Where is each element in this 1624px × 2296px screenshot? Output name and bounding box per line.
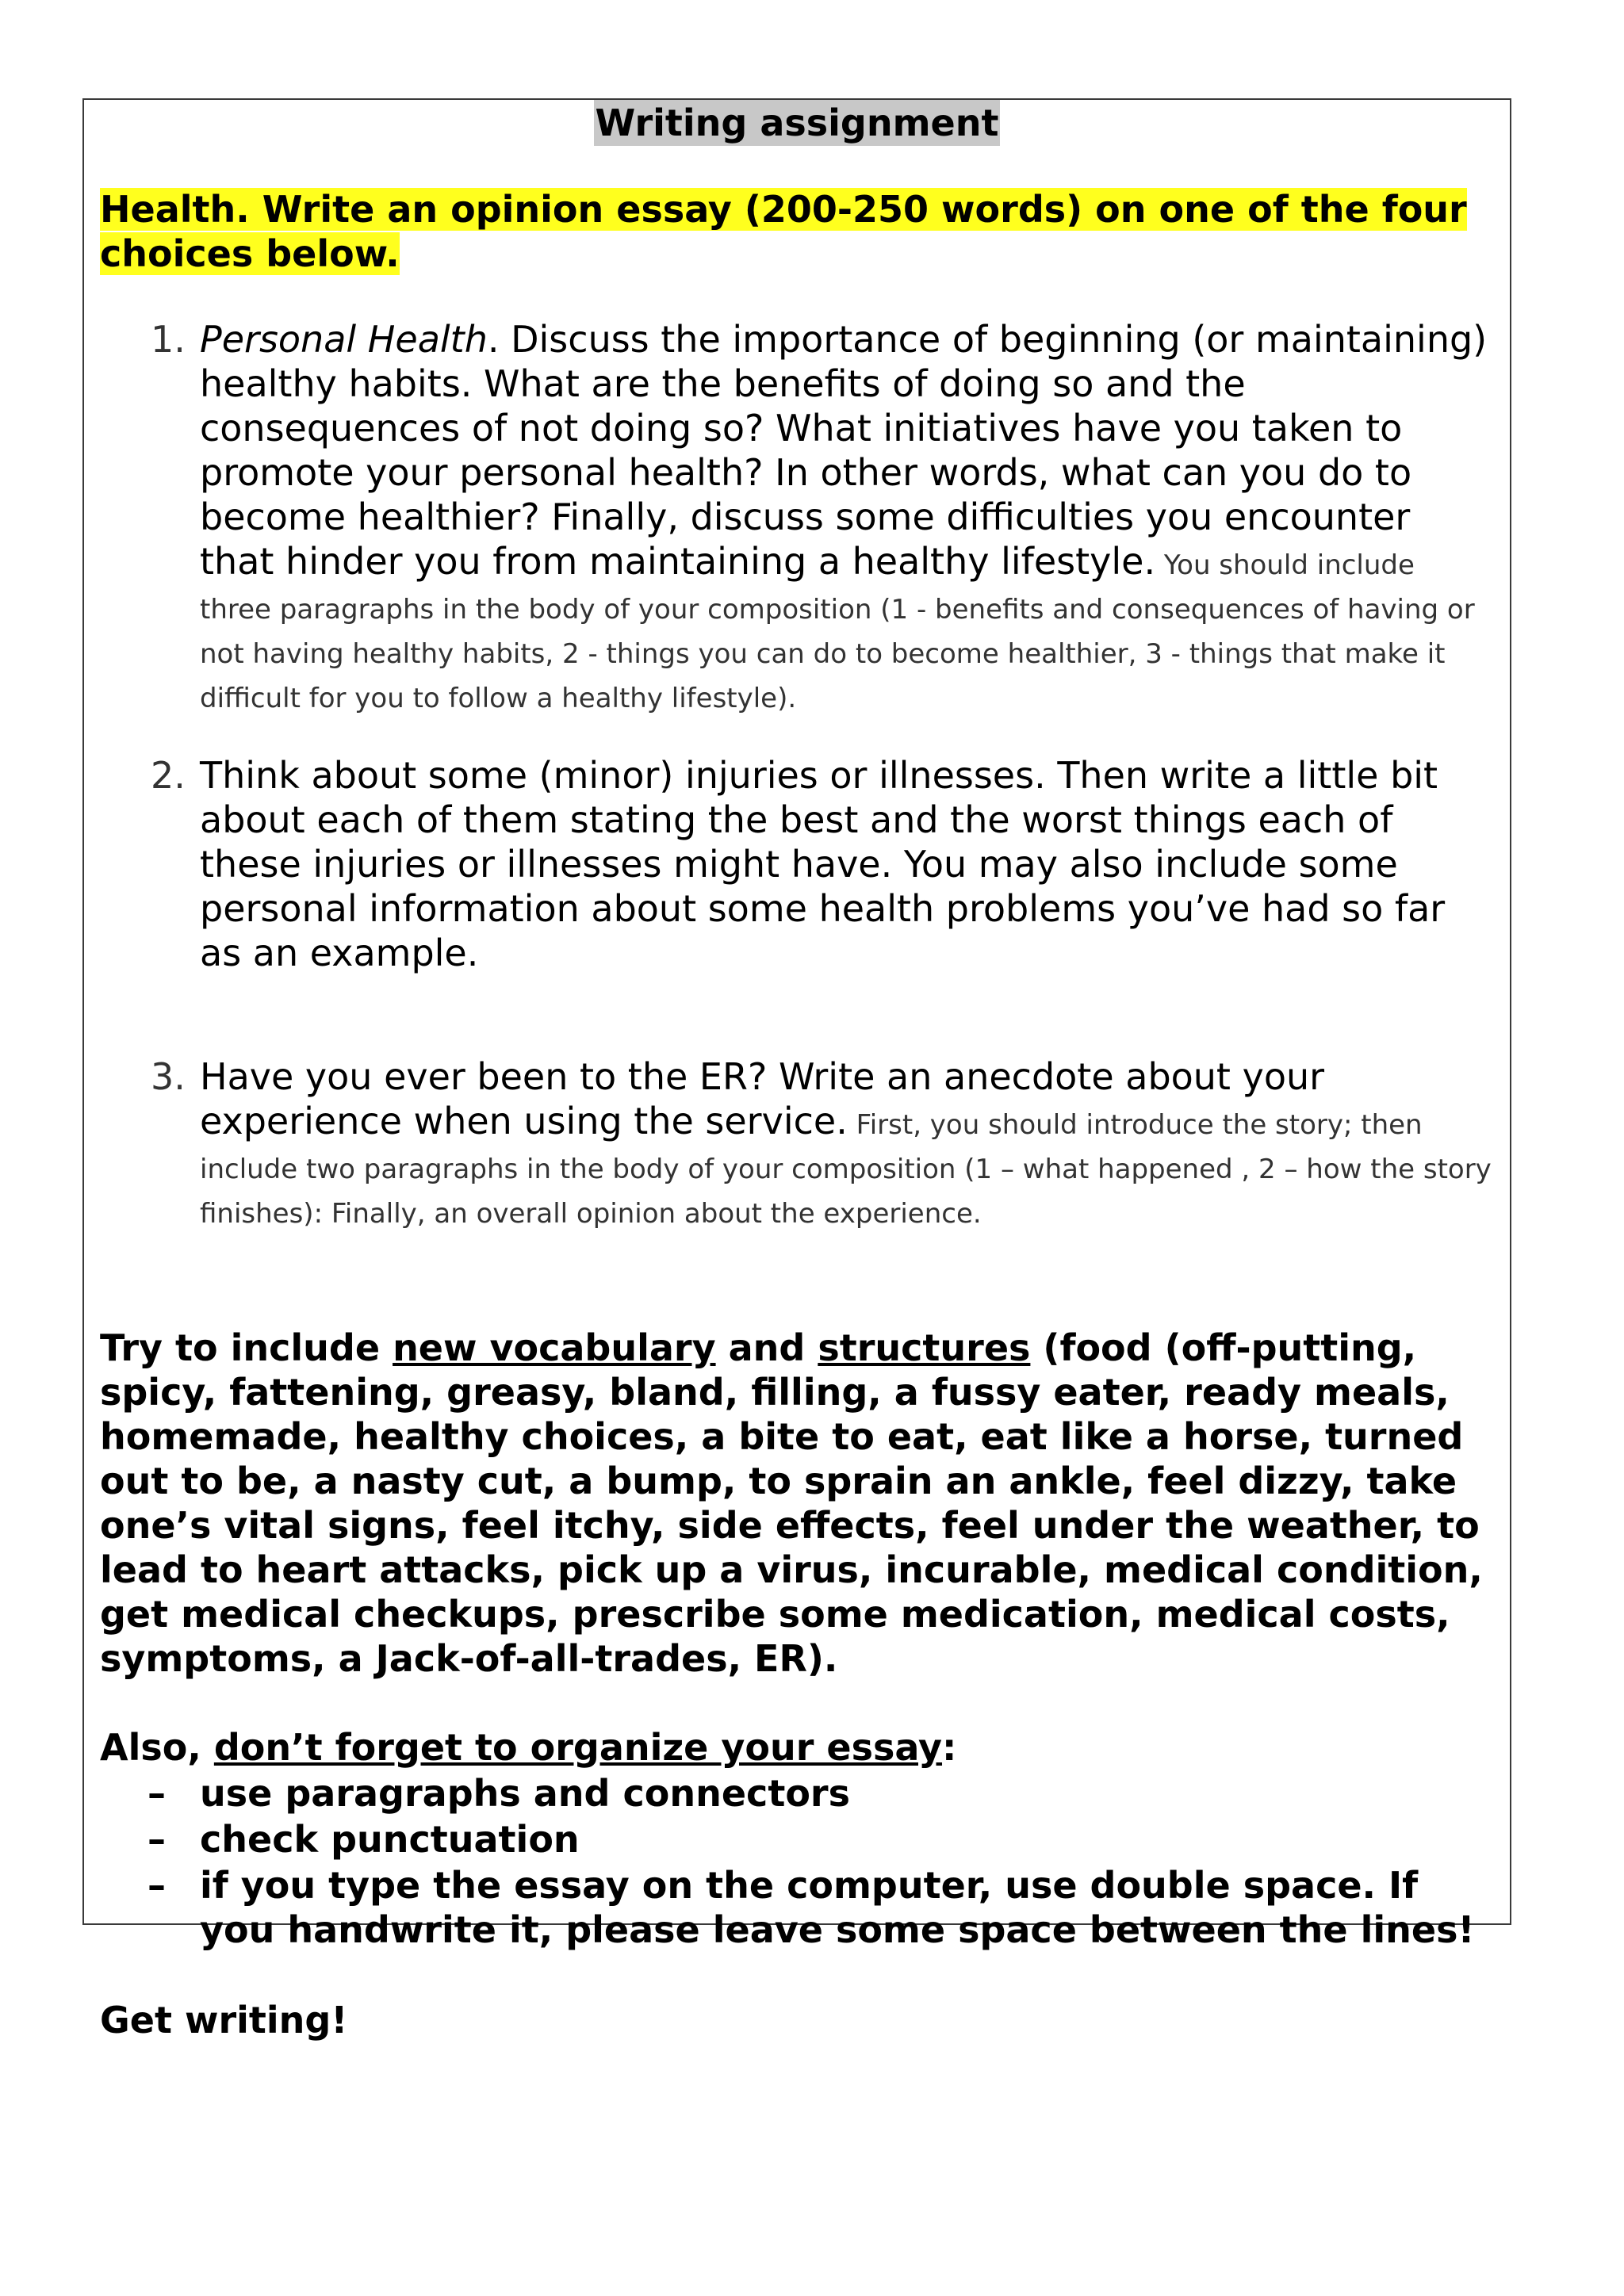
task-item [100, 753, 1494, 975]
dash-bullet: – [147, 1818, 166, 1861]
vocabulary-paragraph [100, 1326, 1494, 1681]
organize-heading [100, 1725, 1494, 1770]
task-text: Have you ever been to the ER? Write an anecdote about your experience when using the service. [200, 1055, 1325, 1142]
checklist-item [100, 1817, 1494, 1862]
essay-prompt-highlight: Health. Write an opinion essay (200-250 words) on one of the four choices below. [100, 188, 1467, 275]
task-topic: Personal Health [200, 318, 488, 361]
dash-bullet: – [147, 1772, 166, 1815]
organize-checklist [100, 1771, 1494, 1952]
vocab-term-new-vocabulary: new vocabulary [393, 1326, 716, 1369]
organize-lead: Also, [100, 1726, 214, 1769]
task-number: 2. [151, 754, 186, 797]
vocab-lead: Try to include [100, 1326, 393, 1369]
checklist-text: check punctuation [200, 1818, 580, 1861]
title-wrap [100, 100, 1494, 146]
task-item [100, 1054, 1494, 1232]
dash-bullet: – [147, 1864, 166, 1907]
task-text: Discuss the importance of beginning (or maintaining) healthy habits. What are the benefits of doing so and the consequences of not doing so? What initiatives have you taken to promote your personal health? In other words, what can you do to become healthier? Finally, discuss some difficulties you encounter that hinder you from maintaining a healthy lifestyle. [200, 318, 1488, 583]
checklist-text: if you type the essay on the computer, use double space. If you handwrite it, please leave some space between the lines! [200, 1864, 1475, 1951]
task-topic-end: . [487, 318, 500, 361]
vocab-list: (food (off-putting, spicy, fattening, greasy, bland, filling, a fussy eater, ready meals, homemade, healthy choices, a bite to eat, eat like a horse, turned out to be, a nasty cut, a bump, to sprain an ankle, feel dizzy, take one’s vital signs, feel itchy, side effects, feel under the weather, to lead to heart attacks, pick up a virus, incurable, medical condition, get medical checkups, prescribe some medication, medical costs, symptoms, a Jack-of-all-trades, ER). [100, 1326, 1483, 1680]
checklist-item [100, 1863, 1494, 1952]
task-number: 1. [151, 318, 186, 361]
task-text: Think about some (minor) injuries or illnesses. Then write a little bit about each of them stating the best and the worst things each of these injuries or illnesses might have. You may also include some personal information about some health problems you’ve had so far as an example. [200, 754, 1446, 974]
vocab-and: and [715, 1326, 818, 1369]
task-note: You should include three paragraphs in the body of your composition (1 - benefits and consequences of having or not having healthy habits, 2 - things you can do to become healthier, 3 - things that make it difficult for you to follow a healthy lifestyle). [200, 549, 1475, 714]
assignment-box [82, 98, 1511, 2042]
assignment-content [100, 100, 1494, 2042]
assignment-title: Writing assignment [595, 101, 999, 144]
task-item [100, 317, 1494, 717]
organize-underlined: don’t forget to organize your essay [213, 1726, 943, 1769]
essay-prompt [100, 187, 1494, 276]
checklist-item [100, 1771, 1494, 1816]
task-number: 3. [151, 1055, 186, 1098]
closing-line: Get writing! [100, 1999, 348, 2042]
task-note: First, you should introduce the story; then include two paragraphs in the body of your composition (1 – what happened , 2 – how the story finishes): Finally, an overall opinion about the experience. [200, 1109, 1492, 1230]
organize-colon: : [942, 1726, 957, 1769]
task-list [100, 317, 1494, 1232]
vocab-term-structures: structures [818, 1326, 1031, 1369]
checklist-text: use paragraphs and connectors [200, 1772, 850, 1815]
